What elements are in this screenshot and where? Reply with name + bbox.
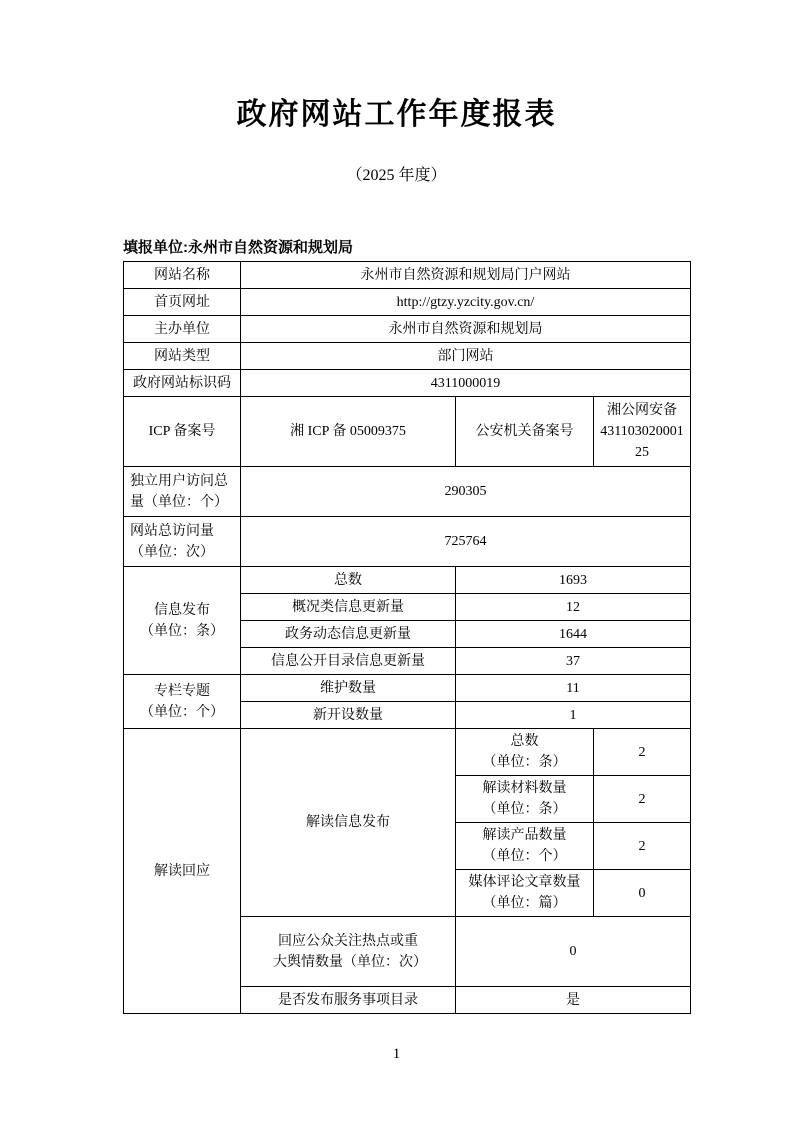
special-columns-item-label: 新开设数量 (241, 702, 456, 729)
row-interpretation-total (124, 729, 691, 776)
interpretation-item-unit-text: （单位：个） (482, 849, 567, 864)
reporting-unit: 填报单位:永州市自然资源和规划局 (123, 239, 353, 256)
info-release-item-label: 概况类信息更新量 (241, 594, 456, 621)
page-title: 政府网站工作年度报表 (236, 98, 557, 131)
info-release-item-value: 37 (456, 648, 691, 675)
service-catalog-label: 是否发布服务事项目录 (241, 987, 456, 1014)
unique-visitors-label: 独立用户访问总量（单位：个） (124, 467, 241, 517)
site-type-value: 部门网站 (241, 343, 691, 370)
row-unique-visitors (124, 467, 691, 517)
special-columns-item-label: 维护数量 (241, 675, 456, 702)
info-release-item-value: 1693 (456, 567, 691, 594)
site-code-value: 4311000019 (241, 370, 691, 397)
site-name-value: 永州市自然资源和规划局门户网站 (241, 262, 691, 289)
hot-response-value: 0 (456, 917, 691, 987)
interpretation-item-value: 2 (594, 729, 691, 776)
security-filing-label: 公安机关备案号 (456, 397, 594, 467)
interpretation-item-value: 2 (594, 776, 691, 823)
hot-response-label-text: 回应公众关注热点或重大舆情数量（单位：次） (273, 933, 427, 970)
row-site-type (124, 343, 691, 370)
organizer-value: 永州市自然资源和规划局 (241, 316, 691, 343)
page-number: 1 (392, 1046, 401, 1062)
interpretation-label: 解读回应 (124, 729, 241, 1014)
info-release-label-text: 信息发布 (154, 602, 210, 618)
interpretation-item-label-text: 解读材料数量 (482, 781, 567, 796)
security-filing-value: 湘公网安备 43110302000125 (594, 397, 691, 467)
home-url-label: 首页网址 (124, 289, 241, 316)
site-code-label: 政府网站标识码 (124, 370, 241, 397)
interpretation-item-value: 0 (594, 870, 691, 917)
interpretation-item-label (456, 729, 594, 776)
interpretation-item-label-text: 媒体评论文章数量 (468, 875, 581, 890)
row-info-release-total (124, 567, 691, 594)
row-total-visits (124, 517, 691, 567)
interpretation-item-label (456, 776, 594, 823)
icp-label: ICP 备案号 (124, 397, 241, 467)
service-catalog-value: 是 (456, 987, 691, 1014)
special-columns-label (124, 675, 241, 729)
interpretation-item-unit-text: （单位：篇） (482, 896, 567, 911)
special-columns-item-value: 1 (456, 702, 691, 729)
interpretation-item-unit-text: （单位：条） (482, 755, 567, 770)
interpretation-item-unit-text: （单位：条） (482, 802, 567, 817)
special-columns-unit-text: （单位：个） (140, 704, 224, 720)
interpretation-release-label: 解读信息发布 (241, 729, 456, 917)
site-name-label: 网站名称 (124, 262, 241, 289)
annual-report-table (123, 261, 691, 1014)
row-icp (124, 397, 691, 467)
site-type-label: 网站类型 (124, 343, 241, 370)
home-url-value: http://gtzy.yzcity.gov.cn/ (241, 289, 691, 316)
interpretation-item-value: 2 (594, 823, 691, 870)
info-release-item-label: 总数 (241, 567, 456, 594)
interpretation-item-label (456, 823, 594, 870)
info-release-label (124, 567, 241, 675)
interpretation-item-label-text: 总数 (510, 734, 539, 749)
row-site-name (124, 262, 691, 289)
interpretation-item-label-text: 解读产品数量 (482, 828, 567, 843)
info-release-item-label: 信息公开目录信息更新量 (241, 648, 456, 675)
hot-response-label (241, 917, 456, 987)
interpretation-item-label (456, 870, 594, 917)
special-columns-label-text: 专栏专题 (154, 683, 210, 699)
info-release-item-value: 1644 (456, 621, 691, 648)
organizer-label: 主办单位 (124, 316, 241, 343)
row-home-url (124, 289, 691, 316)
row-organizer (124, 316, 691, 343)
total-visits-label: 网站总访问量（单位：次） (124, 517, 241, 567)
unique-visitors-value: 290305 (241, 467, 691, 517)
info-release-item-label: 政务动态信息更新量 (241, 621, 456, 648)
icp-value: 湘 ICP 备 05009375 (241, 397, 456, 467)
row-special-columns-maintain (124, 675, 691, 702)
special-columns-item-value: 11 (456, 675, 691, 702)
total-visits-value: 725764 (241, 517, 691, 567)
info-release-unit-text: （单位：条） (140, 623, 224, 639)
page-subtitle: （2025 年度） (346, 167, 447, 184)
info-release-item-value: 12 (456, 594, 691, 621)
row-site-code (124, 370, 691, 397)
